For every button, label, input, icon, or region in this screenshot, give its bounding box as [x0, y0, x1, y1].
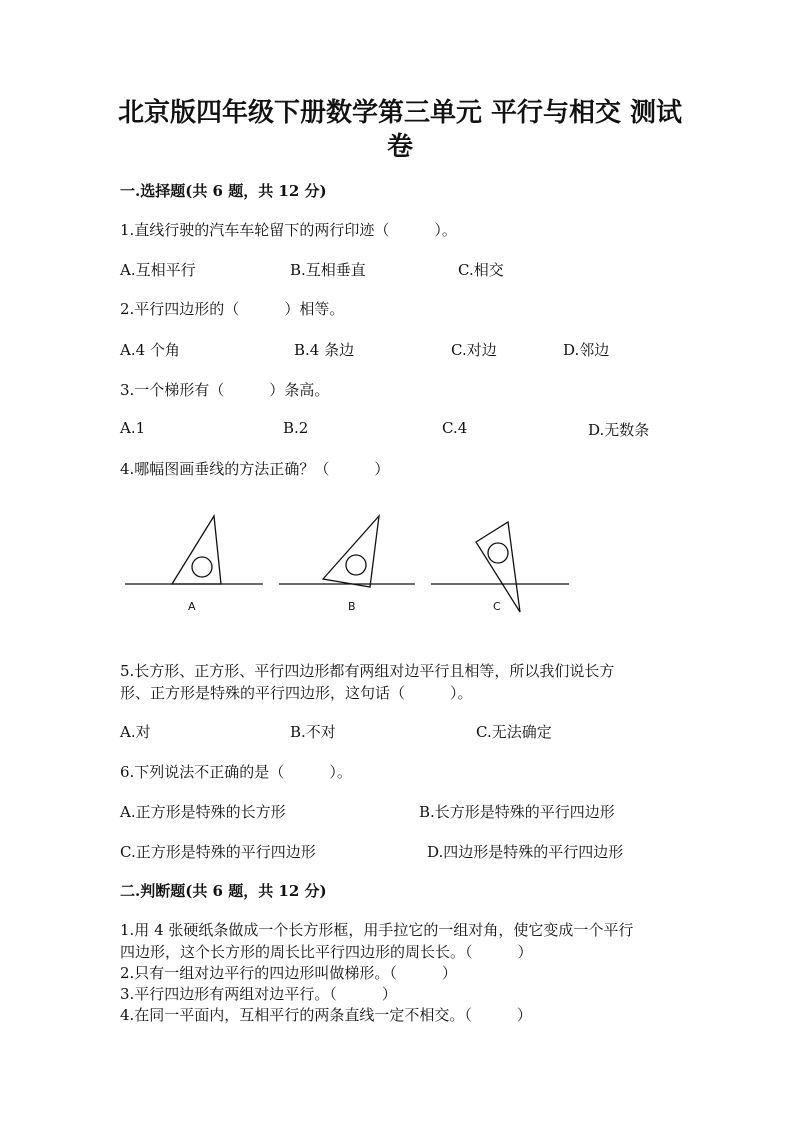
q1-6-option-a: A.正方形是特殊的长方形	[120, 803, 286, 821]
q1-3-option-a: A.1	[120, 419, 146, 437]
q1-2-option-d: D.邻边	[563, 341, 610, 359]
figure-c	[431, 522, 569, 612]
q1-6-option-b: B.长方形是特殊的平行四边形	[419, 803, 615, 821]
q1-2-option-a: A.4 个角	[120, 341, 180, 359]
q1-1-option-a: A.互相平行	[120, 261, 196, 279]
title-line-2: 卷	[386, 132, 413, 162]
question-1-4: 4.哪幅图画垂线的方法正确？（ ）	[120, 460, 390, 478]
q1-6-option-c: C.正方形是特殊的平行四边形	[120, 843, 316, 861]
question-2-4: 4.在同一平面内，互相平行的两条直线一定不相交。（ ）	[120, 1006, 532, 1024]
figure-label-a: A	[188, 600, 196, 613]
q1-1-option-b: B.互相垂直	[290, 261, 366, 279]
title-line-1: 北京版四年级下册数学第三单元 平行与相交 测试	[117, 98, 683, 128]
figure-a	[125, 516, 263, 584]
q1-3-option-c: C.4	[442, 419, 468, 437]
q1-1-option-c: C.相交	[458, 261, 504, 279]
question-1-1: 1.直线行驶的汽车车轮留下的两行印迹（ ）。	[120, 221, 457, 239]
figure-label-b: B	[348, 600, 356, 613]
q1-3-option-d: D.无数条	[588, 421, 650, 439]
question-1-6: 6.下列说法不正确的是（ ）。	[120, 763, 352, 781]
figure-label-c: C	[493, 600, 501, 613]
q1-5-option-c: C.无法确定	[476, 723, 552, 741]
figure-b	[279, 516, 415, 587]
question-2-2: 2.只有一组对边平行的四边形叫做梯形。（ ）	[120, 964, 457, 982]
question-2-3: 3.平行四边形有两组对边平行。（ ）	[120, 985, 397, 1003]
q1-3-option-b: B.2	[283, 419, 309, 437]
question-1-5-line-2: 形、正方形是特殊的平行四边形，这句话（ ）。	[120, 684, 473, 702]
section-1-heading: 一.选择题(共 6 题，共 12 分)	[120, 182, 327, 200]
question-2-1-line-2: 四边形，这个长方形的周长比平行四边形的周长长。（ ）	[120, 943, 533, 961]
q1-2-option-b: B.4 条边	[294, 341, 355, 359]
section-2-heading: 二.判断题(共 6 题，共 12 分)	[120, 882, 327, 900]
q1-5-option-a: A.对	[120, 723, 151, 741]
question-1-5-line-1: 5.长方形、正方形、平行四边形都有两组对边平行且相等，所以我们说长方	[120, 662, 615, 680]
question-2-1-line-1: 1.用 4 张硬纸条做成一个长方形框，用手拉它的一组对角，使它变成一个平行	[120, 921, 634, 939]
q1-6-option-d: D.四边形是特殊的平行四边形	[427, 843, 624, 861]
q1-5-option-b: B.不对	[290, 723, 336, 741]
question-1-3: 3.一个梯形有（ ）条高。	[120, 381, 330, 399]
question-1-2: 2.平行四边形的（ ）相等。	[120, 300, 345, 318]
q1-2-option-c: C.对边	[451, 341, 497, 359]
